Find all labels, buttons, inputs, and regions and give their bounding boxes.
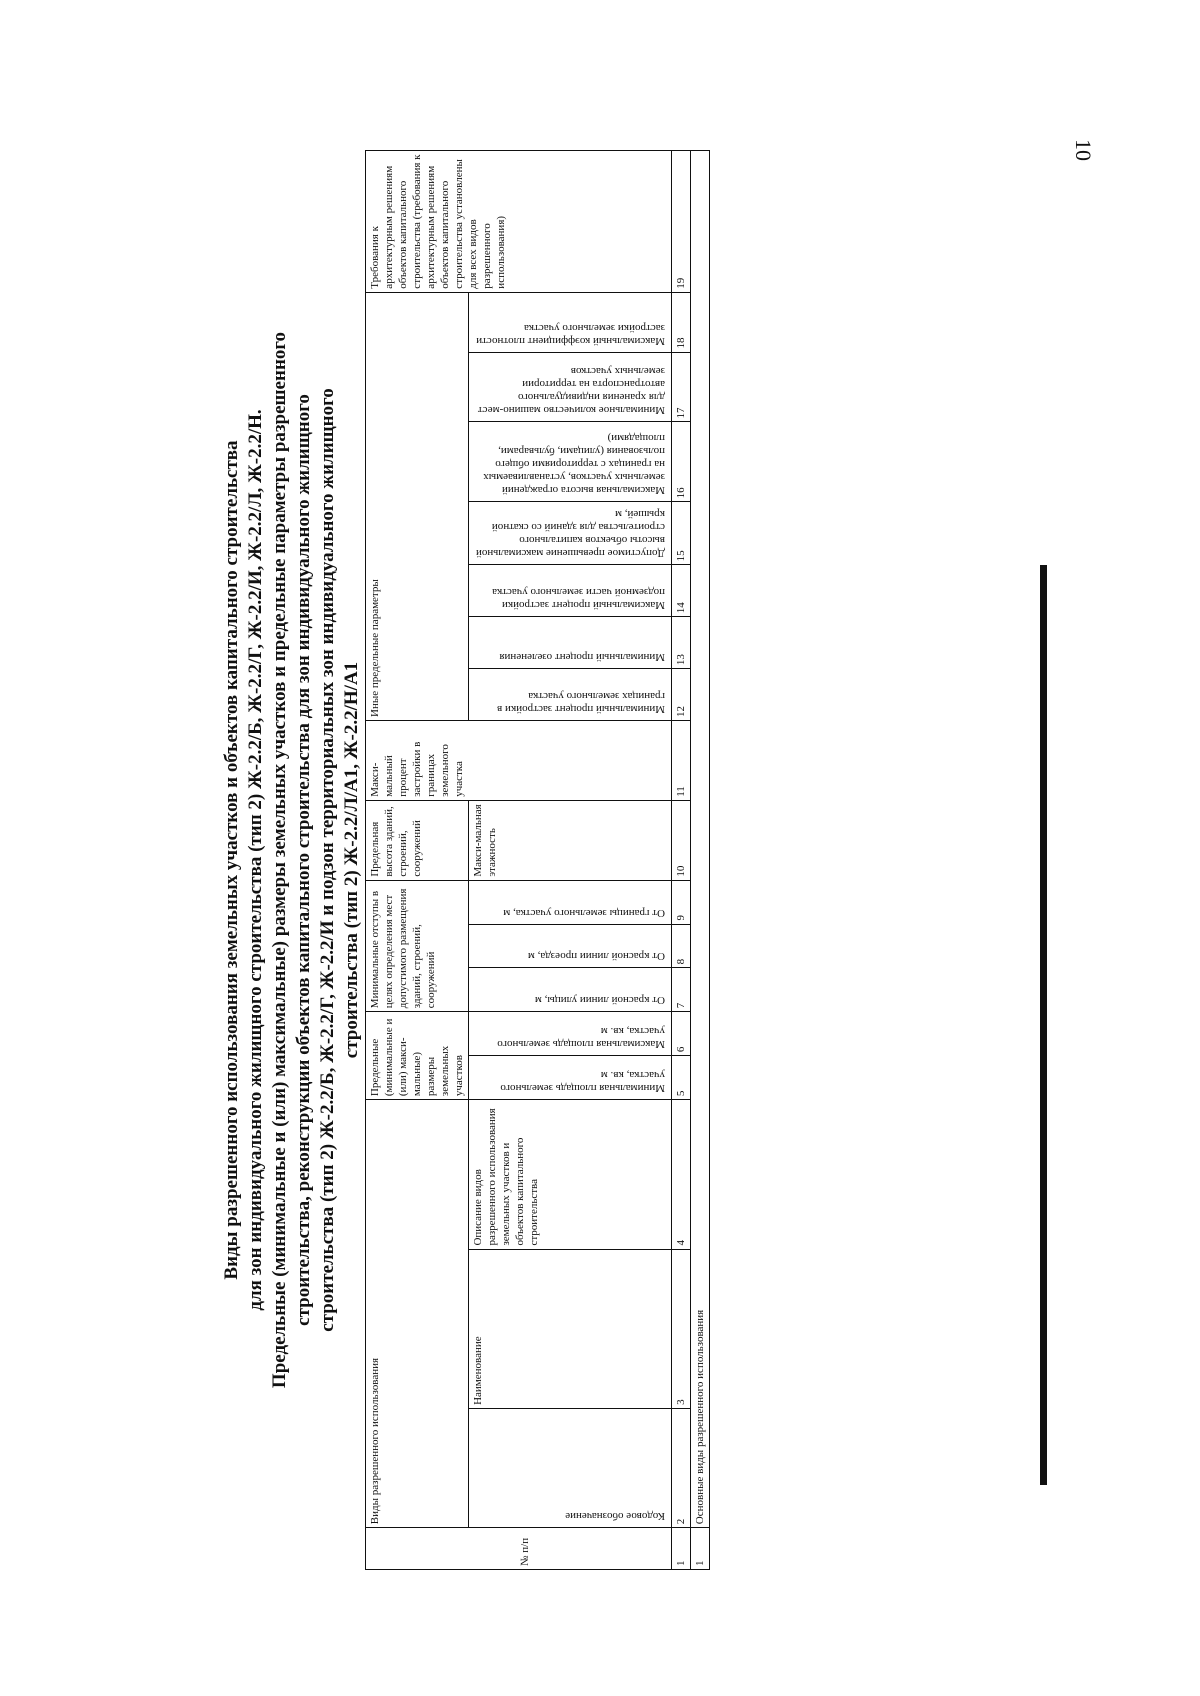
col-number: 16 <box>672 422 691 502</box>
title-line: строительства (тип 2) Ж-2.2/Л/А1, Ж-2.2/Н/А1 <box>341 661 362 1059</box>
header-p15: Допустимое превышение максимальной высоты объектов капитального строительства для зданий со скатной крышей, м <box>469 502 672 565</box>
header-sizes: Предельные (минимальные и (или) макси-мальные) размеры земельных участков <box>366 1012 469 1100</box>
col-number: 11 <box>672 720 691 800</box>
col-number: 5 <box>672 1056 691 1100</box>
title-line: строительства (тип 2) Ж-2.2/Б, Ж-2.2/Г, Ж-2.2/И и подзон территориальных зон индивидуального жилищного <box>317 388 338 1332</box>
col-number: 7 <box>672 968 691 1012</box>
header-other: Иные предельные параметры <box>366 292 469 720</box>
col-number: 4 <box>672 1100 691 1249</box>
col-number: 10 <box>672 800 691 880</box>
header-setbacks: Минимальные отступы в целях определения мест допустимого размещения зданий, строений, сооружений <box>366 880 469 1012</box>
column-numbers-row <box>672 151 691 1570</box>
col-number: 14 <box>672 565 691 617</box>
header-max-area: Максимальная площадь земельного участка, кв. м <box>469 1012 672 1056</box>
section-row <box>691 151 710 1570</box>
parameters-table <box>365 150 710 1570</box>
col-number: 1 <box>672 1528 691 1570</box>
col-number: 15 <box>672 502 691 565</box>
header-from-border: От границы земельного участка, м <box>469 880 672 924</box>
section-label: Основные виды разрешенного использования <box>691 151 710 1528</box>
header-name: Наименование <box>469 1249 672 1408</box>
black-margin-line <box>1040 565 1047 1485</box>
col-number: 8 <box>672 924 691 968</box>
page-number: 10 <box>1071 139 1096 161</box>
header-max-percent: Макси-мальный процент застройки в границах земельного участка <box>366 720 672 800</box>
header-p19: Требования к архитектурным решениям объектов капитального строительства (требования к архитектурным решениям объектов капитального строительства установлены для всех видов разрешенного использования) <box>366 151 672 293</box>
col-number: 12 <box>672 669 691 721</box>
rotated-page-content <box>220 150 980 1570</box>
header-vri: Виды разрешенного использования <box>366 1100 469 1528</box>
header-p16: Максимальная высота ограждений земельных участков, устанавливаемых на границах с территориями общего пользования (улицами, бульварами, площадями) <box>469 422 672 502</box>
header-from-street: От красной линии улицы, м <box>469 968 672 1012</box>
col-number: 9 <box>672 880 691 924</box>
header-num: № п/п <box>366 1528 672 1570</box>
title-line: строительства, реконструкции объектов капитального строительства для зон индивидуального жилищного <box>293 394 314 1326</box>
title-line: Виды разрешенного использования земельных участков и объектов капитального строительства <box>221 440 242 1280</box>
header-code: Кодовое обозначение <box>469 1408 672 1527</box>
section-num: 1 <box>691 1528 710 1570</box>
col-number: 19 <box>672 151 691 293</box>
header-p17: Минимальное количество машино-мест для хранения индивидуального автотранспорта на территории земельных участков <box>469 352 672 422</box>
col-number: 17 <box>672 352 691 422</box>
header-height: Предельная высота зданий, строений, сооружений <box>366 800 469 880</box>
document-title <box>220 150 362 1570</box>
header-floors: Макси-мальная этажность <box>469 800 672 880</box>
header-desc: Описание видов разрешенного использования земельных участков и объектов капитального строительства <box>469 1100 672 1249</box>
col-number: 2 <box>672 1408 691 1527</box>
header-p18: Максимальный коэффициент плотности застройки земельного участка <box>469 292 672 352</box>
header-from-passage: От красной линии проезда, м <box>469 924 672 968</box>
header-p14: Максимальный процент застройки подземной части земельного участка <box>469 565 672 617</box>
title-line: для зон индивидуального жилищного строительства (тип 2) Ж-2.2/Б, Ж-2.2/Г, Ж-2.2/И, Ж-2.2/Л, Ж-2.2/Н. <box>245 409 266 1311</box>
col-number: 6 <box>672 1012 691 1056</box>
header-p13: Минимальный процент озеленения <box>469 617 672 669</box>
col-number: 18 <box>672 292 691 352</box>
header-p12: Минимальный процент застройки в границах земельного участка <box>469 669 672 721</box>
title-line: Предельные (минимальные и (или) максимальные) размеры земельных участков и предельные параметры разрешенного <box>269 331 290 1389</box>
header-min-area: Минимальная площадь земельного участка, кв. м <box>469 1056 672 1100</box>
col-number: 3 <box>672 1249 691 1408</box>
col-number: 13 <box>672 617 691 669</box>
